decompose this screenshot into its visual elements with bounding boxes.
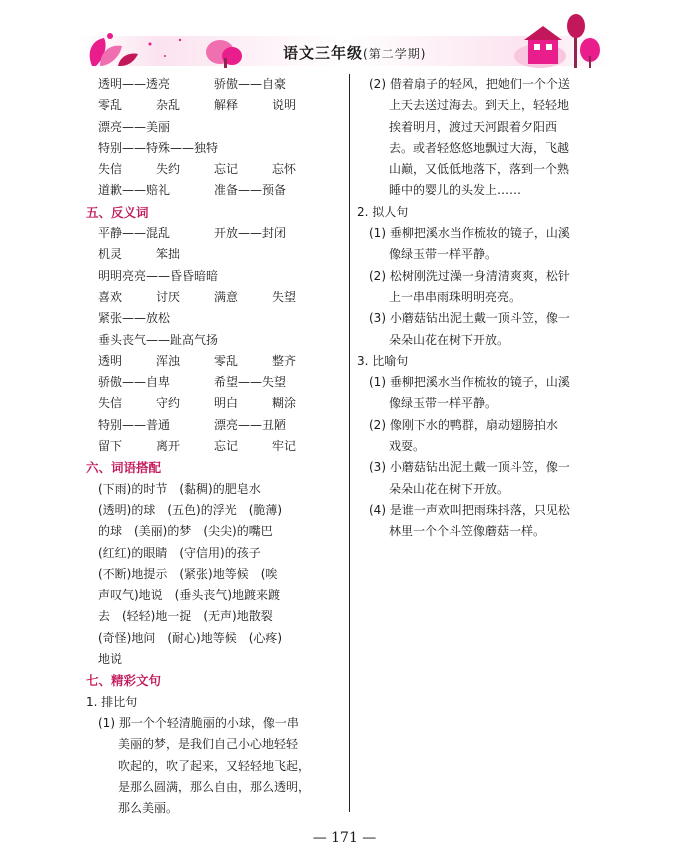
word: 失约 [156, 162, 181, 177]
column-divider [349, 74, 350, 812]
word: 满意 [214, 289, 239, 304]
page-header [0, 0, 689, 72]
word-row [86, 330, 344, 351]
right-column [357, 74, 617, 543]
sentence-line: 是那么圆满，那么自由，那么透明， [118, 779, 311, 794]
word: 明白 [214, 396, 239, 411]
word: 失望 [272, 289, 297, 304]
word-row [86, 372, 344, 393]
word-row [86, 180, 344, 201]
word: 喜欢 [98, 289, 123, 304]
word: 浑浊 [156, 353, 181, 368]
word: 牢记 [272, 439, 297, 454]
sentence-line: 上天去送过海去。到天上，轻轻地 [389, 98, 570, 113]
sentence-line: 挨着明月，渡过天河跟着夕阳西 [389, 119, 558, 134]
word-pair: 准备——预备 [214, 183, 287, 198]
word-row [86, 159, 344, 180]
collocation-line: 声叹气)地说 (垂头丧气)地踱来踱 [98, 588, 281, 603]
sentence-line: 睡中的婴儿的头发上…… [389, 183, 522, 198]
page-title [283, 42, 426, 63]
sentence-line: 像绿玉带一样平静。 [389, 396, 498, 411]
word: 守约 [156, 396, 181, 411]
word: 离开 [156, 439, 181, 454]
subsection-personification: 2. 拟人句 [357, 204, 409, 219]
sentence-line: (4) 是谁一声欢叫把雨珠抖落，只见松 [369, 502, 570, 517]
word-row [86, 138, 344, 159]
word: 忘怀 [272, 162, 297, 177]
word: 解释 [214, 98, 239, 113]
word: 机灵 [98, 247, 123, 262]
sentence-line: 美丽的梦，是我们自己小心地轻轻 [118, 737, 299, 752]
word: 透明 [98, 353, 123, 368]
sentence-line: (3) 小蘑菇钻出泥土戴一顶斗笠，像一 [369, 460, 570, 475]
book-title: 语文三年级 [283, 44, 364, 62]
section-heading-antonyms: 五、反义词 [86, 204, 149, 220]
word-row [86, 393, 344, 414]
word-pair: 紧张——放松 [98, 311, 171, 326]
sentence-line: 朵朵山花在树下开放。 [389, 332, 510, 347]
word-pair: 明明亮亮——昏昏暗暗 [98, 268, 219, 283]
word-row [86, 95, 344, 116]
collocation-line: (红红)的眼睛 (守信用)的孩子 [98, 545, 261, 560]
word-row [86, 244, 344, 265]
word-pair: 骄傲——自豪 [214, 77, 287, 91]
subsection-parallelism: 1. 排比句 [86, 694, 138, 709]
sentence-line: 上一串串雨珠明明亮亮。 [389, 289, 522, 304]
sentence-line: (1) 垂柳把溪水当作梳妆的镜子，山溪 [369, 375, 570, 390]
collocation-line: (透明)的球 (五色)的浮光 (脆薄) [98, 502, 283, 517]
page-number: — 171 — [312, 830, 377, 846]
collocation-line: (下雨)的时节 (黏稠)的肥皂水 [98, 481, 261, 496]
word: 杂乱 [156, 98, 181, 113]
word: 忘记 [214, 162, 239, 177]
word-row [86, 351, 344, 372]
word-row [86, 308, 344, 329]
word-row [86, 415, 344, 436]
word: 整齐 [272, 353, 297, 368]
word: 留下 [98, 439, 123, 454]
collocation-line: 地说 [98, 652, 123, 667]
sentence-line: 戏耍。 [389, 439, 426, 454]
word: 失信 [98, 162, 123, 177]
collocation-line: 的球 (美丽)的梦 (尖尖)的嘴巴 [98, 524, 273, 539]
sentence-line: 去。或者轻悠悠地飘过大海，飞越 [389, 140, 570, 155]
word-pair: 道歉——赔礼 [98, 183, 171, 198]
collocation-line: (不断)地提示 (紧张)地等候 (唉 [98, 566, 278, 581]
word: 糊涂 [272, 396, 297, 411]
word-pair: 希望——失望 [214, 375, 287, 390]
word-row [86, 223, 344, 244]
sentence-line: 吹起的，吹了起来，又轻轻地飞起， [118, 758, 311, 773]
sentence-line: (2) 借着扇子的轻风，把她们一个个送 [369, 77, 570, 91]
word-pair: 平静——混乱 [98, 226, 171, 241]
sentence-line: 朵朵山花在树下开放。 [389, 481, 510, 496]
sentence-line: 山巅，又低低地落下，落到一个熟 [389, 162, 570, 177]
word-pair: 垂头丧气——趾高气扬 [98, 332, 219, 347]
sentence-line: (2) 像刚下水的鸭群，扇动翅膀拍水 [369, 417, 558, 432]
left-column [86, 74, 344, 819]
section-heading-sentences: 七、精彩文句 [86, 673, 162, 689]
word-pair: 骄傲——自卑 [98, 375, 171, 390]
word-row [86, 266, 344, 287]
word: 失信 [98, 396, 123, 411]
word-pair: 漂亮——丑陋 [214, 417, 287, 432]
word: 零乱 [214, 353, 239, 368]
word-pair: 透明——透亮 [98, 77, 171, 91]
word-pair: 特别——普通 [98, 417, 171, 432]
sentence-line: (1) 垂柳把溪水当作梳妆的镜子，山溪 [369, 226, 570, 241]
word: 零乱 [98, 98, 123, 113]
word: 说明 [272, 98, 297, 113]
subsection-metaphor: 3. 比喻句 [357, 353, 409, 368]
word: 讨厌 [156, 289, 181, 304]
word: 笨拙 [156, 247, 181, 262]
sentence-line: (2) 松树刚洗过澡一身清清爽爽，松针 [369, 268, 570, 283]
sentence-line: (3) 小蘑菇钻出泥土戴一顶斗笠，像一 [369, 311, 570, 326]
word-row [86, 287, 344, 308]
sentence-line: 林里一个个斗笠像蘑菇一样。 [389, 524, 546, 539]
word-pair: 开放——封闭 [214, 226, 287, 241]
sentence-line: 像绿玉带一样平静。 [389, 247, 498, 262]
word-row [86, 436, 344, 457]
word: 忘记 [214, 439, 239, 454]
word-pair: 漂亮——美丽 [98, 119, 171, 134]
word-row [86, 74, 344, 95]
sentence-line: (1) 那一个个轻清脆丽的小球，像一串 [98, 715, 299, 730]
collocation-line: 去 (轻轻)地一捉 (无声)地散裂 [98, 609, 273, 624]
section-heading-collocation: 六、词语搭配 [86, 460, 162, 476]
sentence-line: 那么美丽。 [118, 801, 179, 816]
collocation-line: (奇怪)地问 (耐心)地等候 (心疼) [98, 630, 283, 645]
book-subtitle: (第二学期) [363, 47, 427, 61]
word-group: 特别——特殊——独特 [98, 140, 219, 155]
word-row [86, 117, 344, 138]
